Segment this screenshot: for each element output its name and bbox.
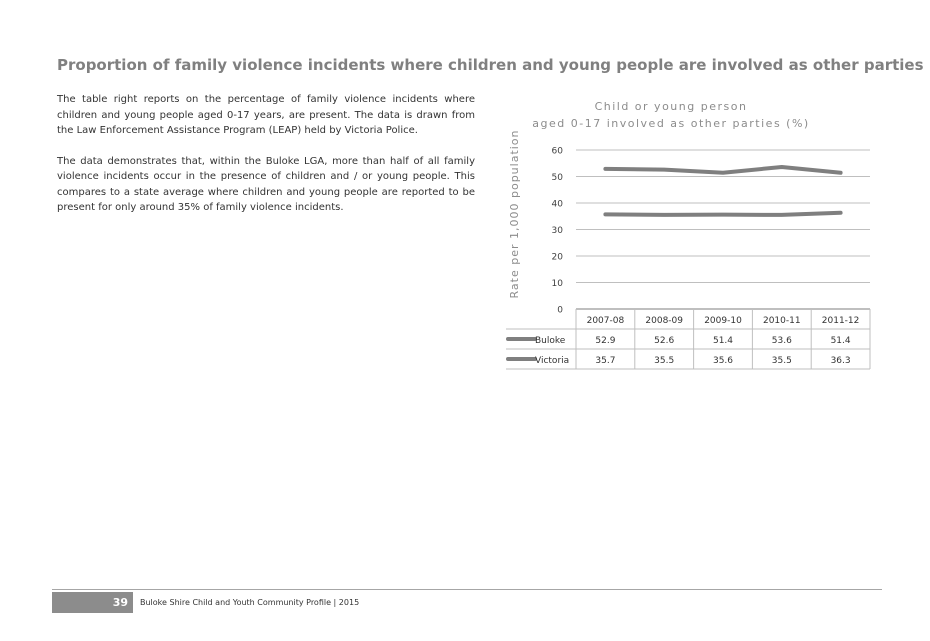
table-cell-victoria: 35.5 — [771, 356, 792, 366]
x-tick-label: 2010-11 — [762, 316, 801, 326]
table-cell-buloke: 52.9 — [595, 336, 616, 346]
line-chart — [500, 96, 880, 371]
page-number: 39 — [52, 592, 133, 613]
table-cell-victoria: 35.7 — [595, 356, 616, 366]
table-cell-victoria: 35.6 — [712, 356, 734, 366]
table-cell-victoria: 35.5 — [654, 356, 675, 366]
y-tick-label: 10 — [551, 279, 563, 289]
x-tick-label: 2008-09 — [645, 316, 684, 326]
footer-text: Buloke Shire Child and Youth Community Profile | 2015 — [140, 598, 360, 607]
series-line-buloke — [605, 167, 840, 173]
x-tick-label: 2011-12 — [821, 316, 860, 326]
y-tick-label: 40 — [551, 199, 563, 210]
y-tick-label: 50 — [551, 173, 563, 183]
legend-label-buloke: Buloke — [535, 336, 566, 346]
paragraph-intro: The table right reports on the percentage of family violence incidents where children and young people aged 0-17 years, are present. The data is drawn from the Law Enforcement Assistance Program (LEAP) held by Victoria Police. — [57, 94, 475, 136]
paragraph-findings: The data demonstrates that, within the Buloke LGA, more than half of all family violence incidents occur in the presence of children and / or young people. This compares to a state average where children and young people are reported to be present for only around 35% of family violence incidents. — [57, 155, 475, 213]
chart-title-line-1: Child or young person — [594, 100, 748, 113]
chart-title-line-2: aged 0-17 involved as other parties (%) — [532, 117, 810, 130]
body-text — [57, 92, 475, 231]
table-cell-buloke: 53.6 — [771, 336, 792, 346]
y-axis-label: Rate per 1,000 population — [508, 129, 521, 299]
y-tick-label: 30 — [551, 226, 563, 236]
table-cell-buloke: 51.4 — [830, 336, 851, 346]
table-cell-buloke: 51.4 — [712, 336, 734, 346]
y-tick-label: 0 — [557, 305, 563, 316]
x-tick-label: 2009-10 — [704, 316, 742, 326]
footer-rule — [52, 589, 882, 590]
table-cell-victoria: 36.3 — [830, 356, 851, 366]
y-tick-label: 60 — [551, 146, 563, 157]
series-line-victoria — [605, 213, 840, 215]
y-tick-label: 20 — [551, 252, 563, 263]
legend-label-victoria: Victoria — [535, 356, 570, 366]
x-tick-label: 2007-08 — [586, 316, 625, 326]
page-title: Proportion of family violence incidents where children and young people are involved as other parties — [57, 56, 924, 74]
table-cell-buloke: 52.6 — [654, 336, 675, 346]
